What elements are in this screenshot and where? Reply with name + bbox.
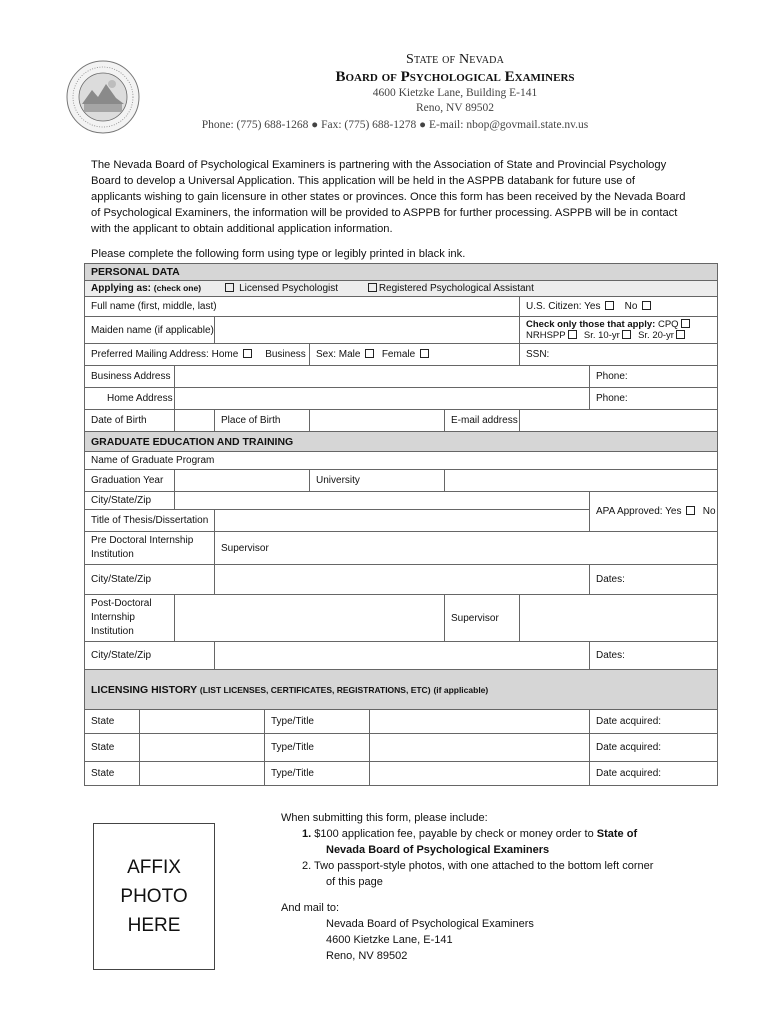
sr20-checkbox[interactable] xyxy=(676,330,685,339)
submit-item-2: 2. Two passport-style photos, with one attached to the bottom left corner xyxy=(302,860,654,872)
sex-male-checkbox[interactable] xyxy=(365,349,374,358)
apa-approved-field: APA Approved: Yes No xyxy=(590,492,718,532)
license-type-field[interactable] xyxy=(370,710,590,734)
sex-female-checkbox[interactable] xyxy=(420,349,429,358)
education-header: GRADUATE EDUCATION AND TRAINING xyxy=(85,432,718,452)
application-form-table xyxy=(84,263,718,786)
contact-line: Phone: (775) 688-1268 ● Fax: (775) 688-1278 ● E-mail: nbop@govmail.state.nv.us xyxy=(201,119,589,131)
maiden-name-label: Maiden name (if applicable) xyxy=(85,317,215,344)
photo-line-2: PHOTO xyxy=(120,886,188,907)
predoc-dates-field[interactable]: Dates: xyxy=(590,565,718,595)
ssn-field[interactable]: SSN: xyxy=(520,344,718,366)
business-address-label: Business Address xyxy=(85,366,175,388)
license-row xyxy=(85,710,718,734)
photo-line-1: AFFIX xyxy=(127,857,181,878)
registered-assistant-checkbox[interactable] xyxy=(368,283,377,292)
license-state-field[interactable] xyxy=(140,710,265,734)
pob-label: Place of Birth xyxy=(215,410,310,432)
business-address-field[interactable] xyxy=(175,366,590,388)
predoc-label: Pre Doctoral Internship Institution xyxy=(85,532,215,565)
license-row xyxy=(85,762,718,786)
graduation-year-field[interactable] xyxy=(175,470,310,492)
license-type-field[interactable] xyxy=(370,734,590,762)
submit-item-2-cont: of this page xyxy=(326,876,383,888)
license-state-field[interactable] xyxy=(140,734,265,762)
predoc-csz-label: City/State/Zip xyxy=(85,565,215,595)
apa-yes-checkbox[interactable] xyxy=(686,506,695,515)
registered-assistant-label: Registered Psychological Assistant xyxy=(378,283,534,294)
license-row xyxy=(85,734,718,762)
license-state-label: State xyxy=(85,762,140,786)
full-name-field[interactable]: Full name (first, middle, last) xyxy=(85,297,520,317)
license-date-field[interactable]: Date acquired: xyxy=(590,710,718,734)
predoc-csz-field[interactable] xyxy=(215,565,590,595)
pob-field[interactable] xyxy=(310,410,445,432)
mail-address-3: Reno, NV 89502 xyxy=(326,950,408,962)
sex-field: Sex: Male Female xyxy=(310,344,520,366)
postdoc-label: Post-Doctoral Internship Institution xyxy=(85,595,175,642)
license-type-field[interactable] xyxy=(370,762,590,786)
personal-data-header: PERSONAL DATA xyxy=(85,264,718,281)
credentials-field: Check only those that apply: CPQ NRHSPP Sr. 10-yr Sr. 20-yr xyxy=(520,317,718,344)
affix-photo-box[interactable] xyxy=(93,823,215,970)
letterhead xyxy=(140,52,770,131)
check-one-label: (check one) xyxy=(153,283,202,293)
photo-line-3: HERE xyxy=(127,915,181,936)
postdoc-field[interactable] xyxy=(175,595,445,642)
email-label: E-mail address xyxy=(445,410,520,432)
licensed-psychologist-label: Licensed Psychologist xyxy=(239,283,339,294)
license-state-label: State xyxy=(85,734,140,762)
university-label: University xyxy=(310,470,445,492)
submission-instructions xyxy=(281,810,701,964)
license-type-label: Type/Title xyxy=(265,762,370,786)
home-address-field[interactable] xyxy=(175,388,590,410)
nrhspp-checkbox[interactable] xyxy=(568,330,577,339)
thesis-field[interactable] xyxy=(215,510,590,532)
license-state-label: State xyxy=(85,710,140,734)
postdoc-dates-field[interactable]: Dates: xyxy=(590,642,718,670)
mailing-address-pref: Preferred Mailing Address: Home Business xyxy=(85,344,310,366)
graduate-program-field[interactable]: Name of Graduate Program xyxy=(85,452,718,470)
submit-item-1: 1. $100 application fee, payable by check or money order to State of xyxy=(302,828,638,840)
citizen-field: U.S. Citizen: Yes No xyxy=(520,297,718,317)
mail-address-2: 4600 Kietzke Lane, E-141 xyxy=(326,934,453,946)
license-type-label: Type/Title xyxy=(265,710,370,734)
submit-intro: When submitting this form, please include: xyxy=(281,812,488,824)
sr10-checkbox[interactable] xyxy=(622,330,631,339)
graduation-year-label: Graduation Year xyxy=(85,470,175,492)
business-phone-field[interactable]: Phone: xyxy=(590,366,718,388)
board-name: Board of Psychological Examiners xyxy=(335,69,575,85)
predoc-supervisor-field[interactable]: Supervisor xyxy=(215,532,718,565)
home-phone-field[interactable]: Phone: xyxy=(590,388,718,410)
instruction-text: Please complete the following form using type or legibly printed in black ink. xyxy=(91,248,466,260)
postdoc-supervisor-field[interactable] xyxy=(520,595,718,642)
postdoc-supervisor-label: Supervisor xyxy=(445,595,520,642)
maiden-name-field[interactable] xyxy=(215,317,520,344)
mailing-home-checkbox[interactable] xyxy=(243,349,252,358)
license-date-field[interactable]: Date acquired: xyxy=(590,734,718,762)
licensing-history-header: LICENSING HISTORY (LIST LICENSES, CERTIFICATES, REGISTRATIONS, ETC) (if applicable) xyxy=(85,670,718,710)
mail-address-1: Nevada Board of Psychological Examiners xyxy=(326,918,534,930)
address-line-1: 4600 Kietzke Lane, Building E-141 xyxy=(372,87,538,99)
dob-field[interactable] xyxy=(175,410,215,432)
mail-to-label: And mail to: xyxy=(281,902,340,914)
license-state-field[interactable] xyxy=(140,762,265,786)
postdoc-csz-field[interactable] xyxy=(215,642,590,670)
address-line-2: Reno, NV 89502 xyxy=(415,102,495,114)
license-type-label: Type/Title xyxy=(265,734,370,762)
applying-as-row xyxy=(85,281,718,297)
edu-csz-label: City/State/Zip xyxy=(85,492,175,510)
applying-as-label: Applying as: xyxy=(91,283,152,294)
postdoc-csz-label: City/State/Zip xyxy=(85,642,215,670)
thesis-label: Title of Thesis/Dissertation xyxy=(85,510,215,532)
cpq-checkbox[interactable] xyxy=(681,319,690,328)
edu-csz-field[interactable] xyxy=(175,492,590,510)
citizen-yes-checkbox[interactable] xyxy=(605,301,614,310)
citizen-no-checkbox[interactable] xyxy=(642,301,651,310)
submit-item-1-cont: Nevada Board of Psychological Examiners xyxy=(326,844,550,856)
home-address-label: Home Address xyxy=(85,388,175,410)
licensed-psychologist-checkbox[interactable] xyxy=(225,283,234,292)
intro-paragraph: The Nevada Board of Psychological Examiners is partnering with the Association of State and Provincial Psychology Board to develop a Universal Application. This application will be held in the ASPPB databank for future use of applicants wishing to gain licensure in other states or provinces. Once this form has been received by the Nevada Board of Psychological Examiners, the information will be provided to ASPPB for further processing. ASPPB will be in contact with the applicant to obtain additional application information. xyxy=(91,159,686,235)
dob-label: Date of Birth xyxy=(85,410,175,432)
license-date-field[interactable]: Date acquired: xyxy=(590,762,718,786)
university-field[interactable] xyxy=(445,470,718,492)
email-field[interactable] xyxy=(520,410,718,432)
state-name: State of Nevada xyxy=(405,52,505,67)
